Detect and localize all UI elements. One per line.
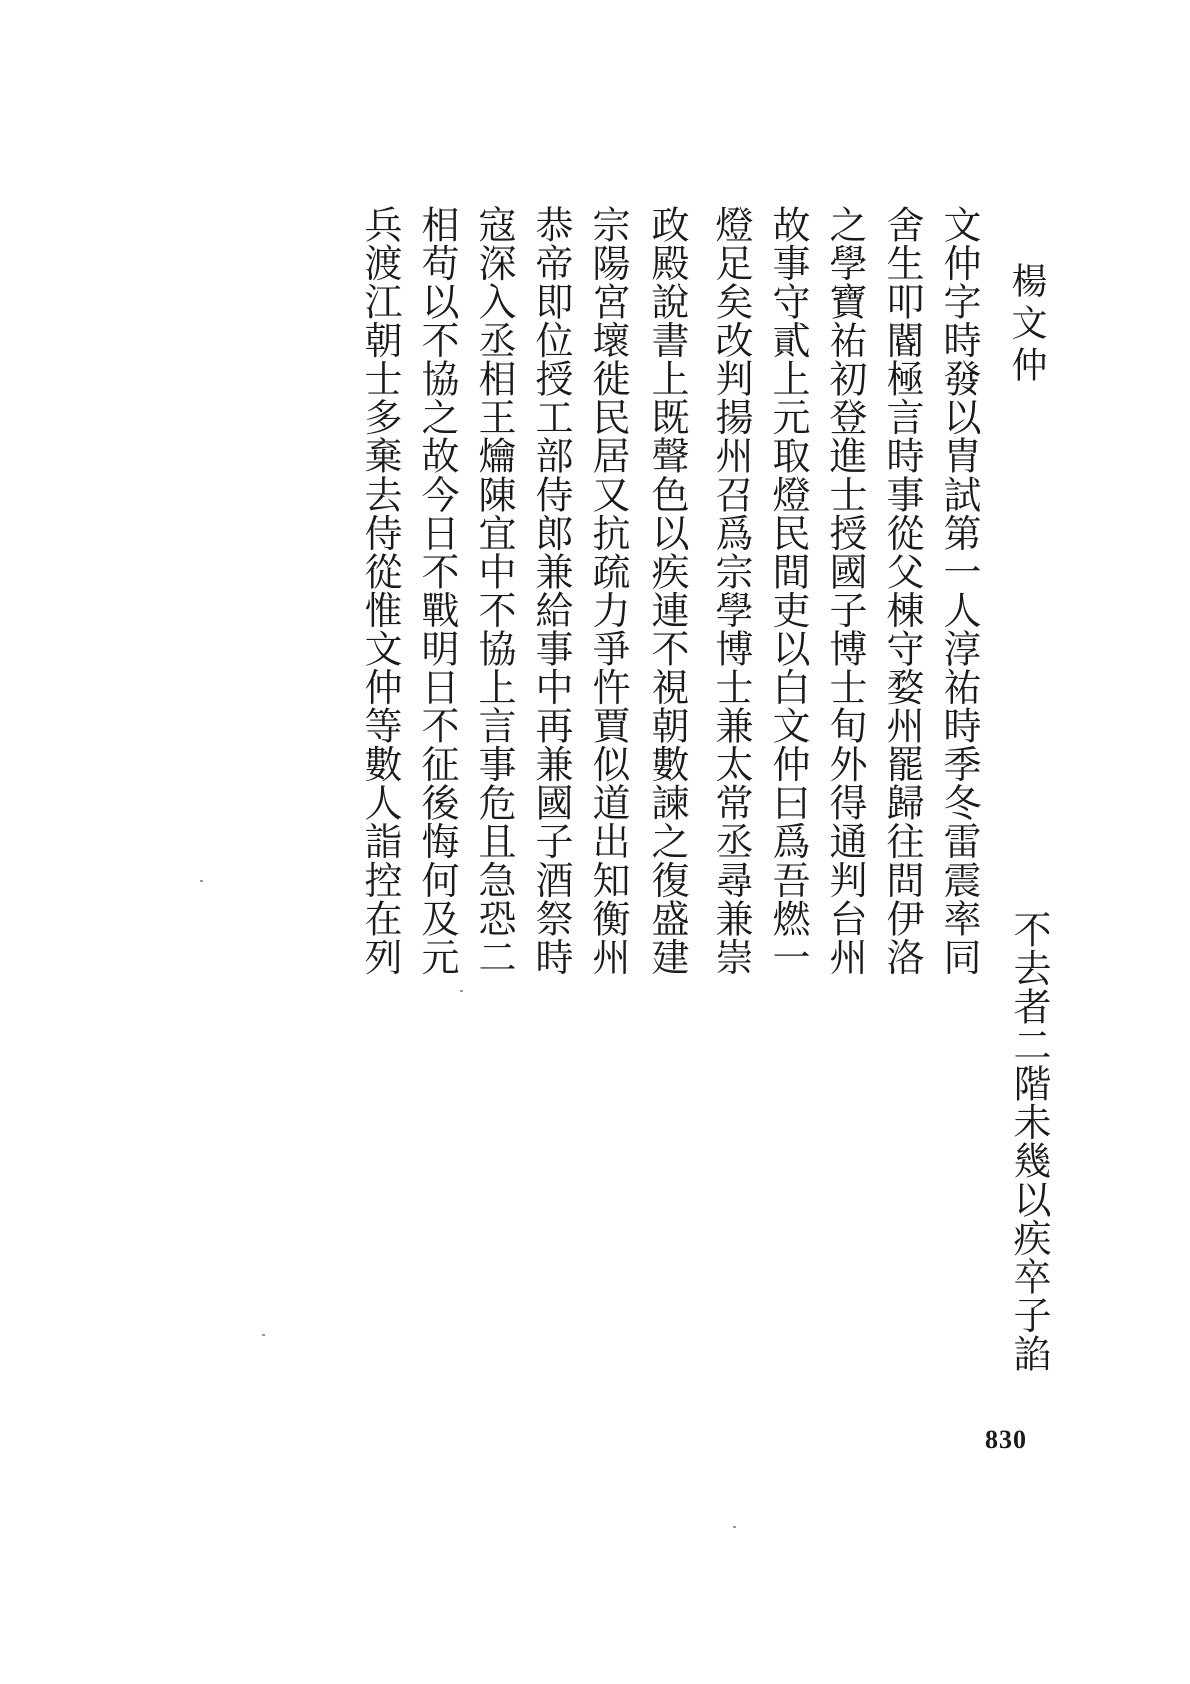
text-column-9: 寇深入丞相王爚陳宜中不協上言事危且急恐二	[472, 205, 516, 976]
text-column-5: 燈足矣改判揚州召爲宗學博士兼太常丞尋兼崇	[709, 205, 753, 976]
page-heading: 楊文仲	[1006, 262, 1047, 388]
text-column-1: 文仲字時發以胄試第一人淳祐時季冬雷震率同	[937, 205, 981, 976]
text-column-3: 之學寶祐初登進士授國子博士旬外得通判台州	[823, 205, 867, 976]
text-column-2: 舍生叩閽極言時事從父棟守婺州罷歸往問伊洛	[880, 205, 924, 976]
text-column-11: 兵渡江朝士多棄去侍從惟文仲等數人詣控在列	[358, 205, 402, 976]
text-column-10: 相苟以不協之故今日不戰明日不征後悔何及元	[415, 205, 459, 976]
scan-speck	[733, 1526, 736, 1528]
scan-speck	[460, 990, 463, 992]
text-column-4: 故事守貳上元取燈民間吏以白文仲曰爲吾燃一	[766, 205, 810, 976]
scan-speck	[200, 880, 203, 882]
text-column-continued: 不去者二階未幾以疾卒子諂	[1007, 910, 1051, 1373]
text-column-8: 恭帝即位授工部侍郎兼給事中再兼國子酒祭時	[529, 205, 573, 976]
text-column-6: 政殿說書上既聲色以疾連不視朝數諫之復盛建	[645, 205, 689, 976]
scan-speck	[262, 1334, 265, 1336]
text-column-7: 宗陽宮壞徙民居又抗疏力爭忤賈似道出知衡州	[586, 205, 630, 976]
page-number: 830	[985, 1425, 1027, 1454]
